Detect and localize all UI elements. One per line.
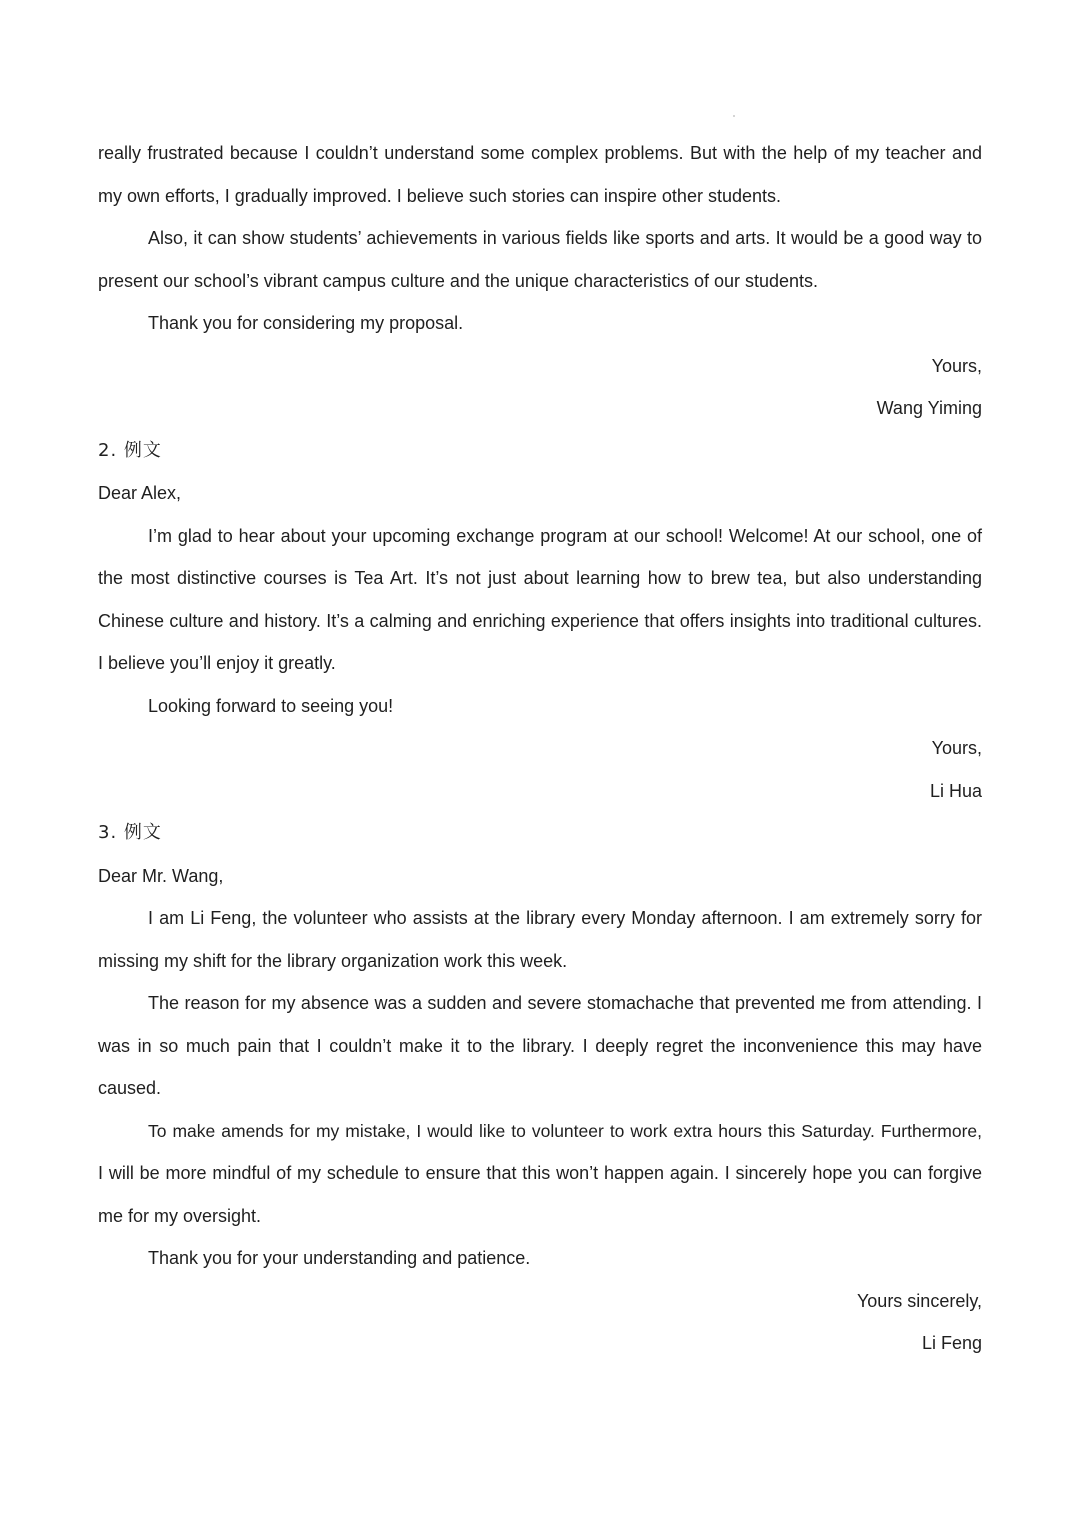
paragraph-line: To make amends for my mistake, I would like to volunteer to work extra hours this Saturday. Furthermore, — [148, 1120, 982, 1141]
scan-speck — [733, 115, 735, 117]
paragraph-line: The reason for my absence was a sudden and severe stomachache that prevented me from attending. I — [148, 993, 982, 1013]
letter-signature: Wang Yiming — [876, 398, 982, 418]
section-heading: 3. 例文 — [98, 822, 162, 843]
letter-signature: Li Feng — [921, 1333, 982, 1353]
document-body — [98, 132, 982, 1365]
paragraph-line: missing my shift for the library organization work this week. — [98, 950, 568, 971]
paragraph-line: Chinese culture and history. It’s a calming and enriching experience that offers insights into traditional cultures. — [98, 610, 982, 631]
paragraph-line: I believe you’ll enjoy it greatly. — [98, 653, 336, 673]
paragraph-line: caused. — [98, 1078, 162, 1098]
paragraph-line: me for my oversight. — [98, 1205, 262, 1226]
letter-salutation: Dear Alex, — [98, 483, 182, 503]
paragraph-line: Thank you for considering my proposal. — [148, 313, 464, 333]
paragraph-line: Looking forward to seeing you! — [148, 695, 394, 716]
letter-salutation: Dear Mr. Wang, — [98, 865, 224, 886]
letter-closing: Yours sincerely, — [856, 1290, 982, 1311]
paragraph-line: the most distinctive courses is Tea Art. It’s not just about learning how to brew tea, but also understanding — [98, 568, 982, 588]
letter-closing: Yours, — [931, 738, 982, 758]
paragraph-line: I will be more mindful of my schedule to ensure that this won’t happen again. I sincerely hope you can forgive — [98, 1163, 982, 1183]
paragraph-line: Thank you for your understanding and patience. — [148, 1248, 531, 1268]
paragraph-line: was in so much pain that I couldn’t make it to the library. I deeply regret the inconvenience this may have — [98, 1035, 982, 1056]
paragraph-line: I’m glad to hear about your upcoming exchange program at our school! Welcome! At our school, one of — [148, 525, 982, 546]
letter-signature: Li Hua — [929, 780, 982, 801]
paragraph-line: I am Li Feng, the volunteer who assists at the library every Monday afternoon. I am extremely sorry for — [148, 908, 982, 928]
letter-closing: Yours, — [931, 355, 982, 376]
section-heading: 2. 例文 — [98, 439, 162, 461]
paragraph-line: Also, it can show students’ achievements in various fields like sports and arts. It would be a good way to — [148, 228, 982, 248]
paragraph-line: present our school’s vibrant campus culture and the unique characteristics of our students. — [98, 270, 819, 291]
paragraph-line: really frustrated because I couldn’t understand some complex problems. But with the help of my teacher and — [98, 143, 982, 163]
paragraph-line: my own efforts, I gradually improved. I believe such stories can inspire other students. — [98, 185, 781, 206]
